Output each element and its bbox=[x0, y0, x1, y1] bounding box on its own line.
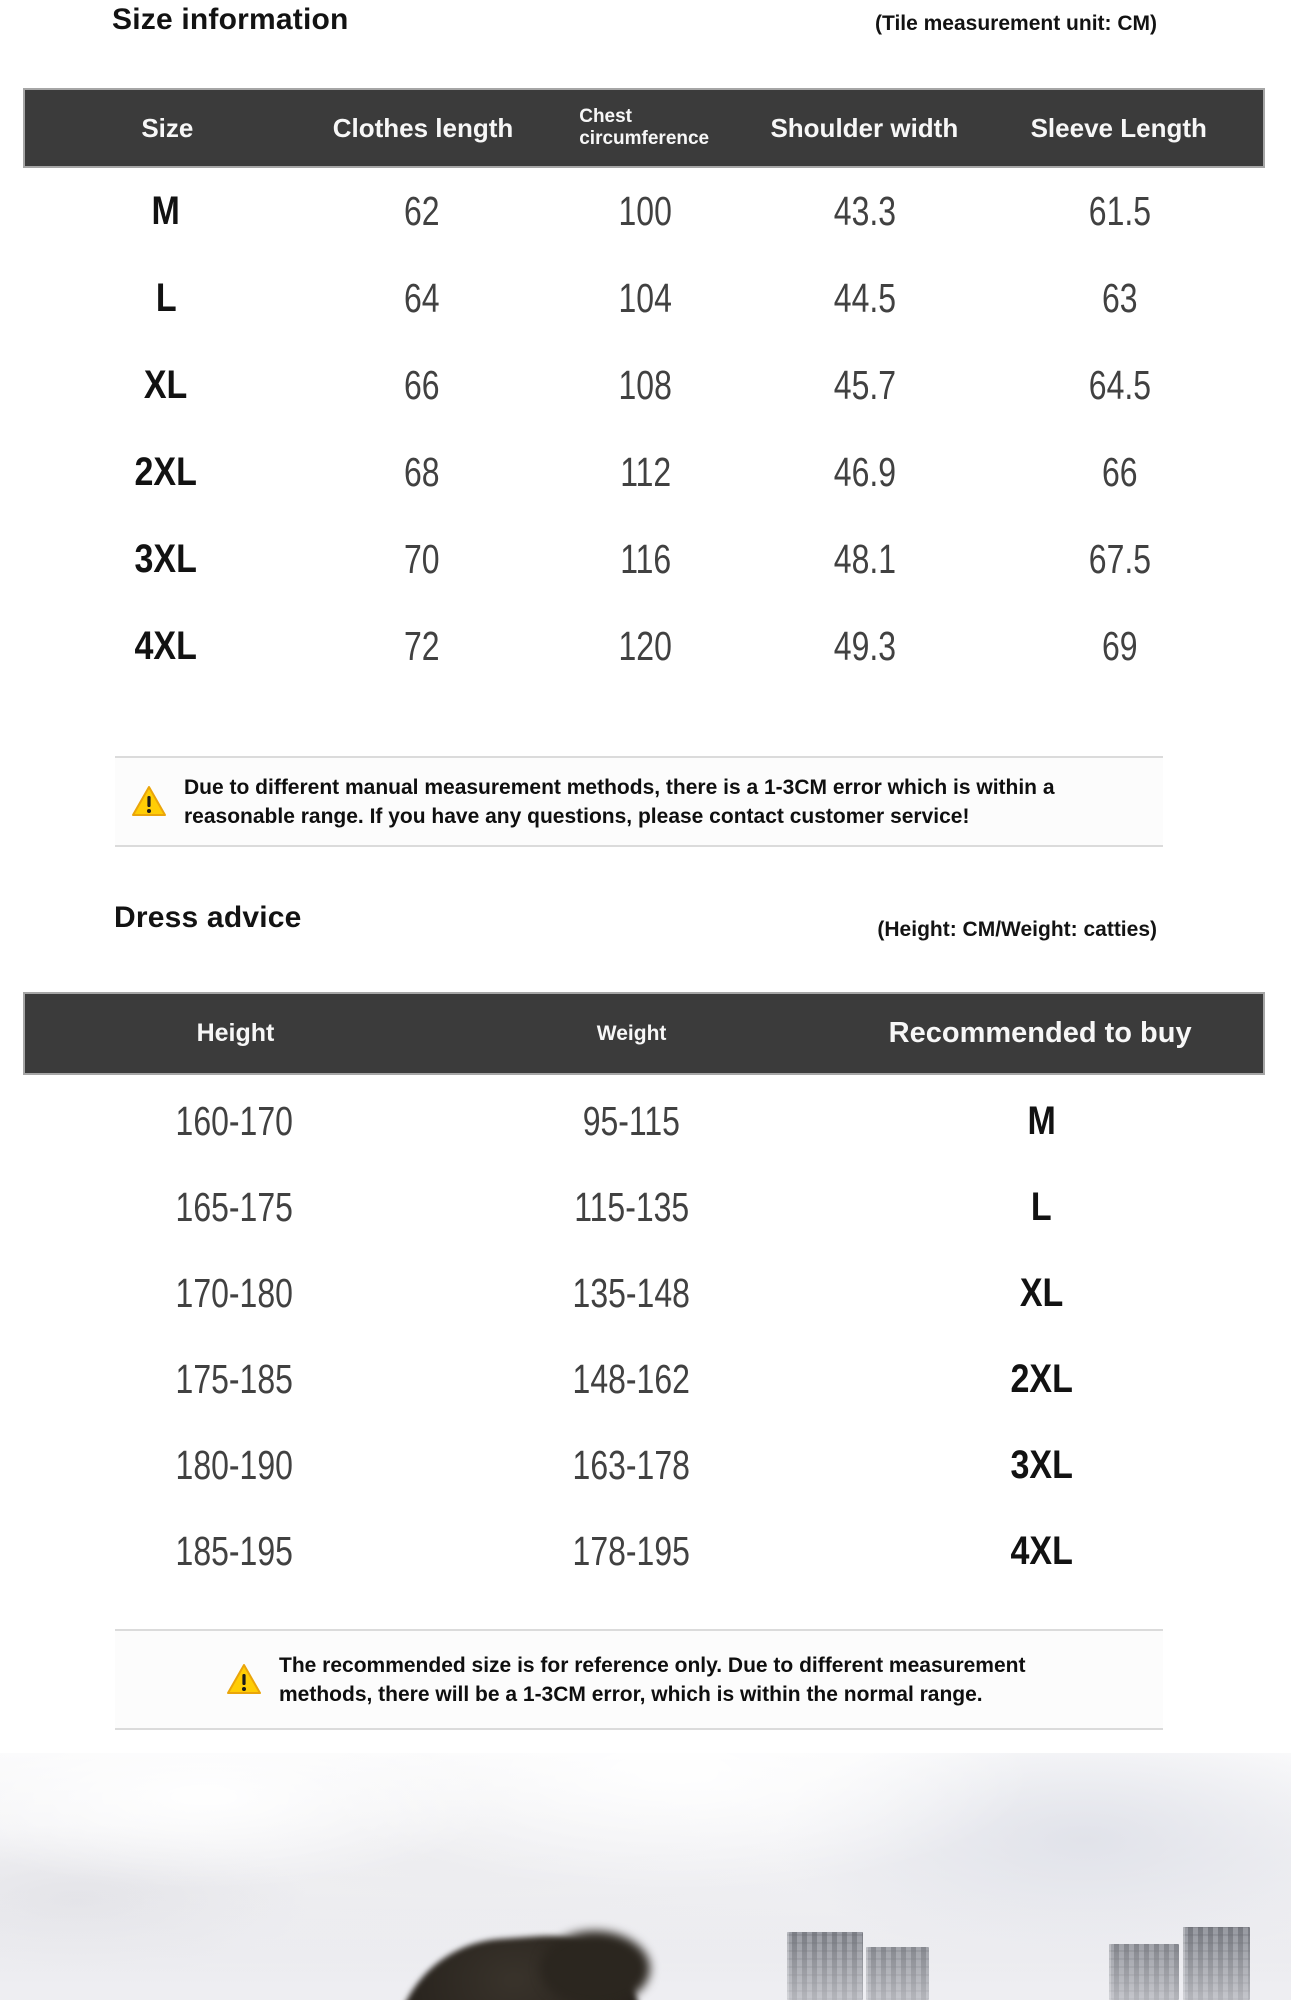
chest-value: 104 bbox=[618, 275, 672, 321]
shoulder-value: 49.3 bbox=[833, 623, 897, 669]
shoulder-value: 48.1 bbox=[833, 536, 897, 582]
advice-unit-note: (Height: CM/Weight: catties) bbox=[877, 918, 1157, 941]
clothes-length-value: 66 bbox=[404, 362, 441, 408]
shoulder-value: 43.3 bbox=[833, 188, 897, 234]
model-photo bbox=[0, 1753, 1291, 2000]
person-hair-silhouette bbox=[540, 1931, 650, 2000]
clothes-length-value: 72 bbox=[404, 623, 441, 669]
shoulder-value: 46.9 bbox=[833, 449, 897, 495]
size-table-row bbox=[23, 516, 1265, 603]
advice-col-height: Height bbox=[196, 1019, 275, 1047]
size-table-row bbox=[23, 342, 1265, 429]
size-table-body bbox=[23, 168, 1265, 690]
size-table-row bbox=[23, 429, 1265, 516]
sleeve-value: 66 bbox=[1102, 449, 1139, 495]
height-range: 185-195 bbox=[175, 1527, 293, 1574]
warning-triangle-icon bbox=[226, 1663, 262, 1696]
size-table-col-clothes-length: Clothes length bbox=[332, 112, 514, 143]
clothes-length-value: 70 bbox=[404, 536, 441, 582]
weight-range: 163-178 bbox=[572, 1441, 691, 1488]
height-range: 175-185 bbox=[175, 1355, 293, 1402]
disclaimer-text: The recommended size is for reference only. Due to different measurement methods, there will be a 1-3CM error, which is within the normal range. bbox=[279, 1653, 1026, 1706]
advice-table-row bbox=[23, 1508, 1265, 1594]
recommendation-disclaimer bbox=[115, 1629, 1163, 1730]
chest-value: 100 bbox=[618, 188, 672, 234]
recommended-size: 4XL bbox=[1010, 1528, 1073, 1573]
weight-range: 115-135 bbox=[574, 1183, 690, 1230]
height-range: 165-175 bbox=[175, 1183, 293, 1230]
clothes-length-value: 68 bbox=[404, 449, 441, 495]
chest-value: 108 bbox=[618, 362, 672, 408]
sleeve-value: 64.5 bbox=[1089, 362, 1152, 408]
weight-range: 135-148 bbox=[572, 1269, 691, 1316]
chest-value: 112 bbox=[619, 449, 671, 495]
weight-range: 148-162 bbox=[572, 1355, 691, 1402]
recommended-size: 2XL bbox=[1010, 1356, 1073, 1401]
size-value: XL bbox=[144, 363, 188, 407]
disclaimer-text: Due to different manual measurement methods, there is a 1-3CM error which is within a reasonable range. If you have any questions, please contact customer service! bbox=[184, 775, 1055, 828]
advice-table-row bbox=[23, 1164, 1265, 1250]
clothes-length-value: 62 bbox=[404, 188, 441, 234]
size-info-title: Size information bbox=[112, 3, 349, 36]
size-value: L bbox=[155, 276, 177, 320]
recommended-size: XL bbox=[1019, 1270, 1064, 1315]
size-table-header bbox=[23, 88, 1265, 168]
size-table-col-sleeve: Sleeve Length bbox=[1030, 112, 1207, 143]
sleeve-value: 61.5 bbox=[1089, 188, 1152, 234]
chest-value: 120 bbox=[618, 623, 672, 669]
size-value: 3XL bbox=[134, 537, 197, 581]
sleeve-value: 67.5 bbox=[1089, 536, 1152, 582]
advice-table-header bbox=[23, 992, 1265, 1075]
recommended-size: 3XL bbox=[1010, 1442, 1073, 1487]
chest-value: 116 bbox=[619, 536, 671, 582]
size-table-row bbox=[23, 603, 1265, 690]
size-value: 4XL bbox=[134, 624, 197, 668]
recommended-size: L bbox=[1031, 1184, 1052, 1229]
size-table-col-shoulder: Shoulder width bbox=[770, 112, 959, 143]
size-value: 2XL bbox=[134, 450, 197, 494]
dress-advice-title: Dress advice bbox=[114, 901, 302, 934]
size-unit-note: (Tile measurement unit: CM) bbox=[875, 12, 1157, 35]
advice-col-recommended: Recommended to buy bbox=[888, 1017, 1192, 1049]
shoulder-value: 44.5 bbox=[833, 275, 897, 321]
sleeve-value: 63 bbox=[1102, 275, 1139, 321]
height-range: 170-180 bbox=[175, 1269, 293, 1316]
weight-range: 95-115 bbox=[582, 1097, 681, 1144]
advice-table-row bbox=[23, 1336, 1265, 1422]
size-table-col-chest: Chest circumference bbox=[579, 106, 710, 149]
size-table-col-size: Size bbox=[141, 112, 194, 143]
advice-table-row bbox=[23, 1422, 1265, 1508]
height-range: 160-170 bbox=[175, 1097, 293, 1144]
advice-table-row bbox=[23, 1250, 1265, 1336]
sleeve-value: 69 bbox=[1102, 623, 1139, 669]
recommended-size: M bbox=[1027, 1098, 1056, 1143]
size-value: M bbox=[151, 189, 180, 233]
warning-triangle-icon bbox=[131, 785, 167, 818]
shoulder-value: 45.7 bbox=[833, 362, 897, 408]
measurement-disclaimer bbox=[115, 756, 1163, 847]
size-table-row bbox=[23, 255, 1265, 342]
size-table-row bbox=[23, 168, 1265, 255]
advice-table-body bbox=[23, 1078, 1265, 1594]
clothes-length-value: 64 bbox=[404, 275, 441, 321]
advice-col-weight: Weight bbox=[596, 1021, 667, 1045]
advice-table-row bbox=[23, 1078, 1265, 1164]
height-range: 180-190 bbox=[175, 1441, 293, 1488]
weight-range: 178-195 bbox=[572, 1527, 691, 1574]
